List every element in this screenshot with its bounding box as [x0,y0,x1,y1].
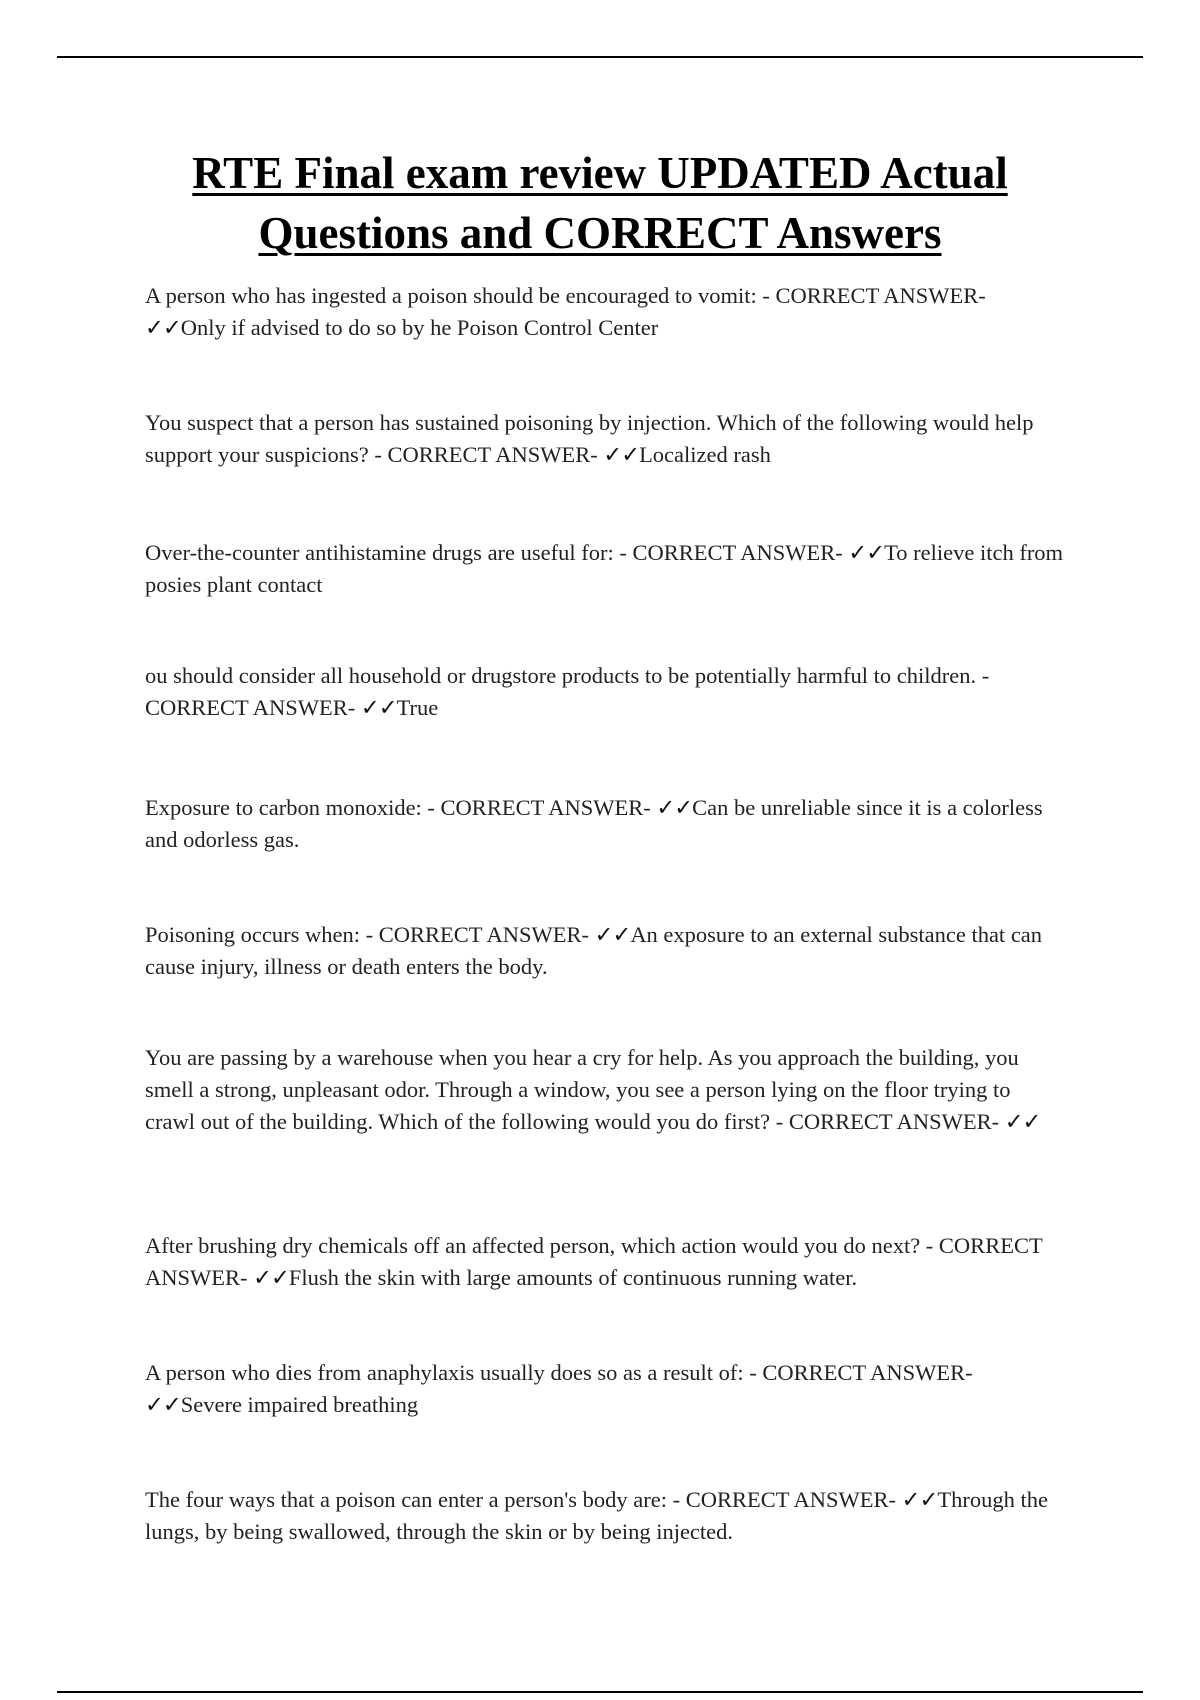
document-title [100,143,1100,263]
qa-item-8 [145,1230,1065,1294]
double-check-icon: ✓✓ [1004,1109,1041,1134]
qa-item-4 [145,660,1065,724]
question-text: The four ways that a poison can enter a person's body are: - CORRECT ANSWER- [145,1487,902,1512]
double-check-icon: ✓✓ [656,795,693,820]
question-text: ou should consider all household or drugstore products to be potentially harmful to children. - CORRECT ANSWER- [145,663,990,720]
qa-item-1 [145,280,1065,344]
top-rule [57,56,1143,58]
double-check-icon: ✓✓ [360,695,397,720]
answer-text: Severe impaired breathing [180,1392,419,1417]
double-check-icon: ✓✓ [594,922,631,947]
bottom-rule [57,1691,1143,1693]
qa-item-6 [145,919,1065,983]
qa-item-10 [145,1484,1065,1548]
title-line-2: Questions and CORRECT Answers [258,208,942,258]
question-text: After brushing dry chemicals off an affected person, which action would you do next? - CORRECT ANSWER- [145,1233,1043,1290]
question-text: A person who has ingested a poison should be encouraged to vomit: - CORRECT ANSWER- [145,283,986,308]
question-text: Over-the-counter antihistamine drugs are useful for: - CORRECT ANSWER- [145,540,849,565]
question-text: You are passing by a warehouse when you hear a cry for help. As you approach the building, you smell a strong, unpleasant odor. Through a window, you see a person lying on the floor trying to crawl out of the building. Which of the following would you do first? - CORRECT ANSWER- [145,1045,1019,1134]
answer-text: Can be unreliable since it is a colorless and odorless gas. [145,795,1043,852]
answer-text: Flush the skin with large amounts of continuous running water. [288,1265,858,1290]
qa-item-9 [145,1357,1065,1421]
double-check-icon: ✓✓ [253,1265,289,1290]
qa-item-5 [145,792,1065,856]
double-check-icon: ✓✓ [901,1487,938,1512]
answer-text: To relieve itch from posies plant contact [145,540,1064,597]
qa-item-3 [145,537,1065,601]
double-check-icon: ✓✓ [848,540,885,565]
question-text: Poisoning occurs when: - CORRECT ANSWER- [145,922,595,947]
answer-text: Through the lungs, by being swallowed, through the skin or by being injected. [145,1487,1048,1544]
double-check-icon: ✓✓ [145,315,181,340]
question-text: Exposure to carbon monoxide: - CORRECT ANSWER- [145,795,657,820]
answer-text: An exposure to an external substance that can cause injury, illness or death enters the body. [145,922,1043,979]
answer-text: Localized rash [639,442,771,467]
question-text: You suspect that a person has sustained poisoning by injection. Which of the following would help support your suspicions? - CORRECT ANSWER- [145,410,1034,467]
qa-item-7 [145,1042,1065,1138]
question-text: A person who dies from anaphylaxis usually does so as a result of: - CORRECT ANSWER- [145,1360,973,1385]
double-check-icon: ✓✓ [603,442,640,467]
qa-item-2 [145,407,1065,471]
title-line-1: RTE Final exam review UPDATED Actual [192,148,1008,198]
answer-text: Only if advised to do so by he Poison Control Center [180,315,659,340]
double-check-icon: ✓✓ [145,1392,181,1417]
answer-text: True [396,695,439,720]
